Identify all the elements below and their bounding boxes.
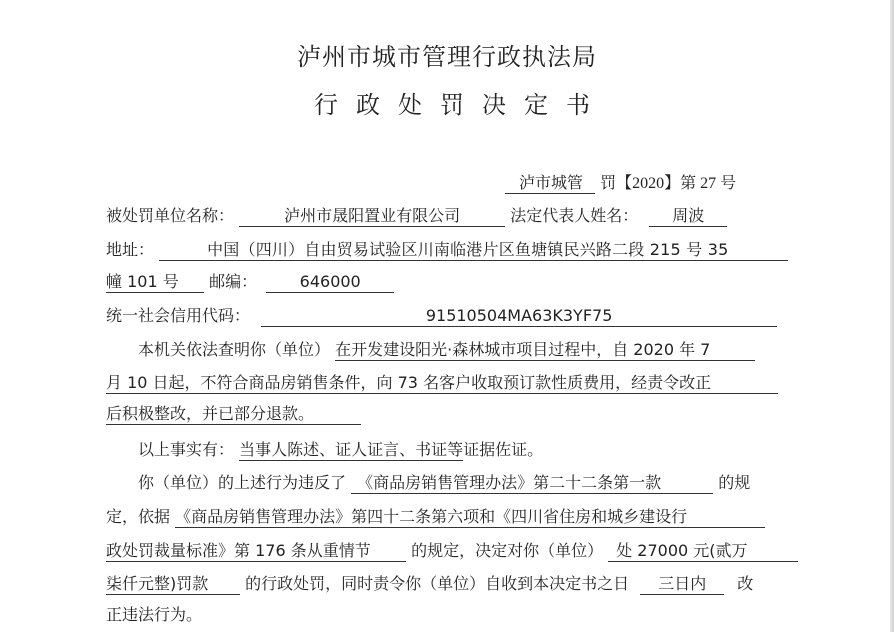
party-name-row <box>106 205 727 227</box>
facts-line-2 <box>106 372 778 394</box>
correct-text-a: 改 <box>737 574 754 593</box>
decision-tail: 的行政处罚，同时责令你（单位）自收到本决定书之日 <box>245 574 630 593</box>
address-value-line2: 幢 101 号 <box>106 272 204 293</box>
violated-law: 《商品房销售管理办法》第二十二条第一款 <box>351 473 713 494</box>
evidence-tail: 证据佐证。 <box>463 440 544 459</box>
legal-rep-label: 法定代表人姓名： <box>510 206 639 225</box>
evidence-list: 当事人陈述、证人证言、书证等 <box>239 440 464 459</box>
penalty-amount-1: 处 27000 元(贰万 <box>608 541 798 562</box>
violation-tail: 的规 <box>718 473 751 492</box>
evidence-line <box>138 439 543 461</box>
correction-line <box>106 604 202 626</box>
basis-line-1 <box>106 506 765 528</box>
basis-law-2: 政处罚裁量标准》第 176 条从重情节 <box>106 541 406 562</box>
correct-text-b: 正违法行为。 <box>106 605 203 624</box>
address-postcode-row <box>106 271 394 293</box>
facts-line-1 <box>138 339 755 361</box>
document-type-title: 行政处罚决定书 <box>314 91 608 119</box>
document-number <box>505 172 736 195</box>
doc-number-prefix: 泸市城管 <box>505 173 595 194</box>
agency-title: 泸州市城市管理行政执法局 <box>297 43 597 71</box>
evidence-intro: 以上事实有： <box>138 440 235 459</box>
decision-mid: 的规定，决定对你（单位） <box>411 541 604 560</box>
facts-text-1: 在开发建设阳光·森林城市项目过程中，自 2020 年 7 <box>335 340 755 361</box>
address-label: 地址： <box>106 240 155 259</box>
facts-text-3: 后积极整改，并已部分退款。 <box>106 404 361 425</box>
party-name-label: 被处罚单位名称： <box>106 206 235 225</box>
party-name-value: 泸州市晟阳置业有限公司 <box>239 206 505 227</box>
credit-code-label: 统一社会信用代码： <box>106 306 251 325</box>
address-row <box>106 239 788 261</box>
decision-line <box>106 573 753 595</box>
postcode-value: 646000 <box>266 272 394 293</box>
violation-intro: 你（单位）的上述行为违反了 <box>138 473 347 492</box>
correction-deadline: 三日内 <box>640 574 724 595</box>
postcode-label: 邮编： <box>209 272 258 291</box>
facts-intro: 本机关依法查明你（单位） <box>138 340 331 359</box>
credit-code-value: 91510504MA63K3YF75 <box>261 306 777 327</box>
doc-number-body: 罚【2020】第 27 号 <box>600 175 737 192</box>
penalty-amount-2: 柒仟元整)罚款 <box>106 574 240 595</box>
facts-text-2: 月 10 日起，不符合商品房销售条件，向 73 名客户收取预订款性质费用，经责令改正 <box>106 373 778 394</box>
legal-rep-value: 周波 <box>649 206 727 227</box>
credit-code-row <box>106 305 777 327</box>
address-value-line1: 中国（四川）自由贸易试验区川南临港片区鱼塘镇民兴路二段 215 号 35 <box>159 240 788 261</box>
basis-intro: 定，依据 <box>106 507 171 526</box>
violation-line <box>138 472 750 494</box>
facts-line-3 <box>106 403 361 425</box>
basis-law-1: 《商品房销售管理办法》第四十二条第六项和《四川省住房和城乡建设行 <box>175 507 765 528</box>
basis-line-2 <box>106 540 798 562</box>
